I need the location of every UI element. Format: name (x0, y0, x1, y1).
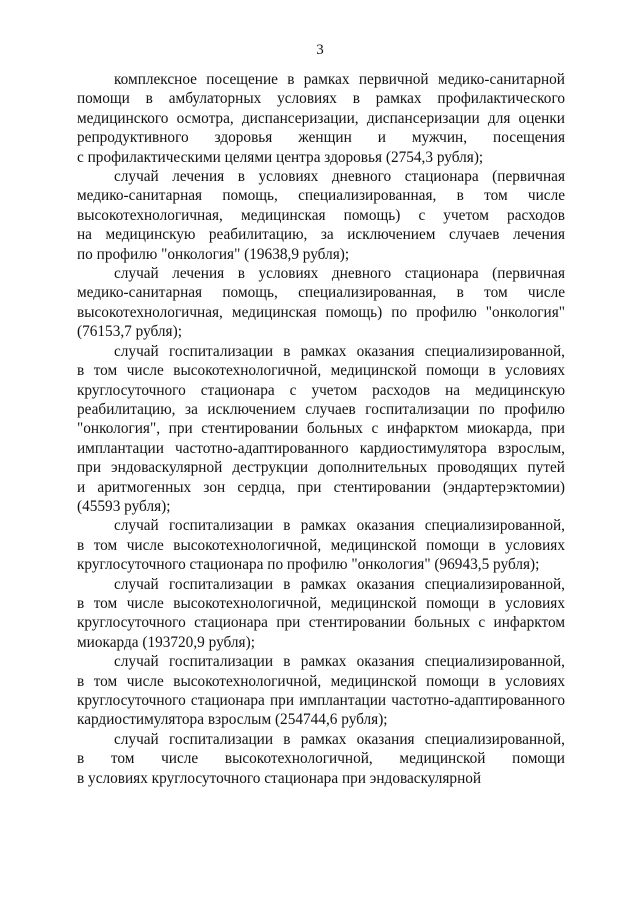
paragraph (77, 70, 565, 167)
text-line: (45593 рубля); (77, 497, 171, 515)
text-line: в том числе высокотехнологичной, медицинской помощи (77, 750, 565, 768)
text-line: высокотехнологичная, медицинская помощь) по профилю "онкология" (77, 303, 565, 321)
text-line: в том числе высокотехнологичной, медицинской помощи в условиях (77, 594, 565, 612)
paragraph (77, 730, 565, 788)
text-line: круглосуточного стационара при стентировании больных с инфарктом (77, 614, 565, 632)
paragraph (77, 575, 565, 653)
text-line: случай госпитализации в рамках оказания специализированной, (114, 517, 565, 535)
text-line: с профилактическими целями центра здоровья (2754,3 рубля); (77, 148, 484, 166)
paragraph (77, 342, 565, 517)
text-line: случай лечения в условиях дневного стационара (первичная (114, 168, 565, 186)
text-line: случай госпитализации в рамках оказания специализированной, (114, 730, 565, 748)
document-body (77, 70, 565, 788)
text-line: (76153,7 рубля); (77, 323, 182, 341)
text-line: помощи в амбулаторных условиях в рамках профилактического (77, 90, 565, 108)
text-line: круглосуточного стационара по профилю "онкология" (96943,5 рубля); (77, 556, 540, 574)
text-line: на медицинскую реабилитацию, за исключением случаев лечения (77, 226, 565, 244)
text-line: медицинского осмотра, диспансеризации, диспансеризации для оценки (77, 109, 565, 127)
text-line: репродуктивного здоровья женщин и мужчин, посещения (77, 129, 565, 147)
text-line: медико-санитарная помощь, специализированная, в том числе (77, 187, 565, 205)
text-line: высокотехнологичная, медицинская помощь) с учетом расходов (77, 206, 565, 224)
text-line: круглосуточного стационара с учетом расходов на медицинскую (77, 381, 565, 399)
text-line: имплантации частотно-адаптированного кардиостимулятора взрослым, (77, 439, 565, 457)
text-line: и аритмогенных зон сердца, при стентировании (эндартерэктомии) (77, 478, 565, 496)
page-number: 3 (316, 42, 324, 58)
text-line: круглосуточного стационара при имплантации частотно-адаптированного (77, 692, 565, 709)
text-line: в условиях круглосуточного стационара при эндоваскулярной (77, 769, 482, 787)
text-line: в том числе высокотехнологичной, медицинской помощи в условиях (77, 362, 565, 380)
paragraph (77, 167, 565, 264)
text-line: реабилитацию, за исключением случаев госпитализации по профилю (77, 400, 565, 418)
text-line: "онкология", при стентировании больных с инфарктом миокарда, при (77, 420, 565, 438)
text-line: случай лечения в условиях дневного стационара (первичная (114, 265, 565, 283)
text-line: в том числе высокотехнологичной, медицинской помощи в условиях (77, 536, 565, 554)
text-line: медико-санитарная помощь, специализированная, в том числе (77, 284, 565, 302)
paragraph (77, 652, 565, 730)
paragraph (77, 264, 565, 342)
text-line: комплексное посещение в рамках первичной медико-санитарной (114, 71, 565, 88)
text-line: кардиостимулятора взрослым (254744,6 рубля); (77, 711, 388, 729)
text-line: в том числе высокотехнологичной, медицинской помощи в условиях (77, 672, 565, 690)
text-line: по профилю "онкология" (19638,9 рубля); (77, 245, 350, 263)
text-line: при эндоваскулярной деструкции дополнительных проводящих путей (77, 459, 565, 477)
text-line: случай госпитализации в рамках оказания специализированной, (114, 342, 565, 360)
text-line: случай госпитализации в рамках оказания специализированной, (114, 653, 565, 671)
text-line: случай госпитализации в рамках оказания специализированной, (114, 575, 565, 593)
text-line: миокарда (193720,9 рубля); (77, 633, 255, 651)
paragraph (77, 516, 565, 574)
